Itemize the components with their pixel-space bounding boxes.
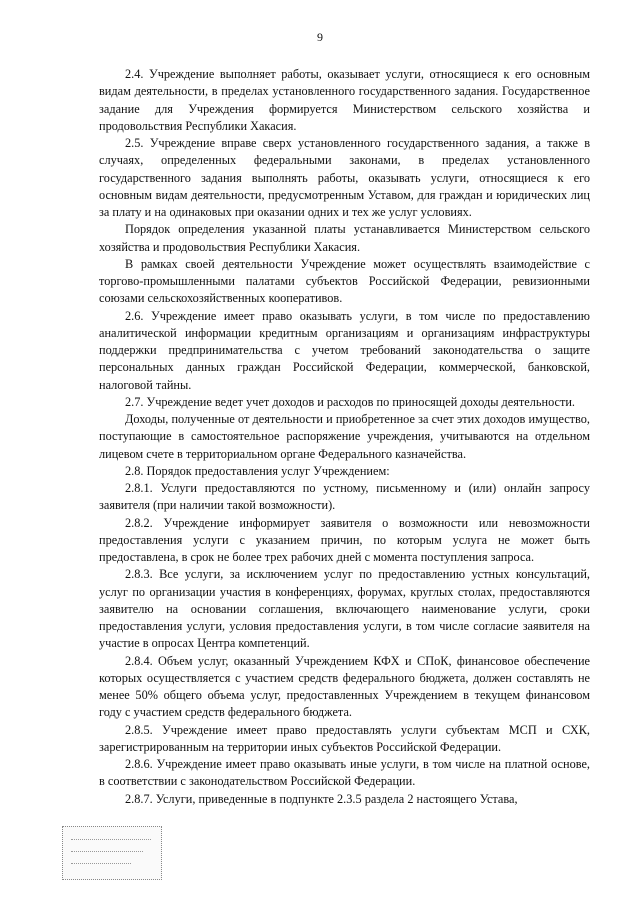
stamp-line [71, 839, 151, 841]
paragraph-2-8-6: 2.8.6. Учреждение имеет право оказывать иные услуги, в том числе на платной основе, в соответствии с законодательством Российской Федерации. [99, 757, 590, 789]
paragraph-2-7: 2.7. Учреждение ведет учет доходов и расходов по приносящей доходы деятельности. [125, 394, 576, 409]
stamp-line [71, 851, 143, 853]
paragraph-2-8-1: 2.8.1. Услуги предоставляются по устному, письменному и (или) онлайн запросу заявителя (при наличии такой возможности). [99, 481, 590, 513]
page-number: 9 [317, 30, 323, 44]
paragraph-2-8-2: 2.8.2. Учреждение информирует заявителя о возможности или невозможности предоставления услуги с указанием причин, по которым услуга не может быть предоставлена, в срок не более трех рабочих дней с момента поступления запроса. [99, 515, 590, 564]
paragraph-2-4: 2.4. Учреждение выполняет работы, оказывает услуги, относящиеся к его основным видам деятельности, в пределах установленного государственного задания. Государственное задание для Учреждения формируется Министерством сельского хозяйства и продовольствия Республики Хакасия. [99, 67, 590, 133]
paragraph-2-8-5: 2.8.5. Учреждение имеет право предоставлять услуги субъектам МСП и СХК, зарегистрированным на территории иных субъектов Российской Федерации. [99, 722, 590, 754]
registration-stamp [62, 826, 162, 880]
paragraph-interaction: В рамках своей деятельности Учреждение может осуществлять взаимодействие с торгово-промышленными палатами субъектов Российской Федерации, ревизионными союзами сельскохозяйственных кооперативов. [99, 256, 590, 306]
stamp-line [71, 863, 131, 865]
document-body [99, 66, 590, 808]
paragraph-2-6: 2.6. Учреждение имеет право оказывать услуги, в том числе по предоставлению аналитической информации кредитным организациям и организациям инфраструктуры поддержки предпринимательства с учетом требований законодательства о защите персональных данных граждан Российской Федерации, коммерческой, банковской, налоговой тайны. [99, 308, 590, 392]
paragraph-2-8-4: 2.8.4. Объем услуг, оказанный Учреждением КФХ и СПоК, финансовое обеспечение которых осуществляется с участием средств федерального бюджета, должен составлять не менее 50% общего объема услуг, предоставленных Учреждением в текущем финансовом году с участием средств федерального бюджета. [99, 653, 590, 720]
paragraph-2-5: 2.5. Учреждение вправе сверх установленного государственного задания, а также в случаях, определенных федеральными законами, в пределах установленного государственного задания выполнять работы, оказывать услуги, относящиеся к его основным видам деятельности, предусмотренным Уставом, для граждан и юридических лиц за плату и на одинаковых при оказании одних и тех же услуг условиях. [99, 136, 590, 219]
paragraph-2-8-7: 2.8.7. Услуги, приведенные в подпункте 2.3.5 раздела 2 настоящего Устава, [125, 791, 518, 806]
paragraph-fee-procedure: Порядок определения указанной платы устанавливается Министерством сельского хозяйства и продовольствия Республики Хакасия. [99, 222, 590, 254]
paragraph-2-8-3: 2.8.3. Все услуги, за исключением услуг по предоставлению устных консультаций, услуг по организации участия в конференциях, форумах, круглых столах, предоставляются заявителю на основании соглашения, включающего наименование услуги, сроки предоставления услуги, условия предоставления услуги, в том числе согласие заявителя на участие в опросах Центра компетенций. [99, 567, 590, 651]
paragraph-income: Доходы, полученные от деятельности и приобретенное за счет этих доходов имущество, поступающие в самостоятельное распоряжение учреждения, учитываются на отдельном лицевом счете в территориальном органе Федерального казначейства. [99, 412, 590, 461]
paragraph-2-8: 2.8. Порядок предоставления услуг Учреждением: [125, 463, 390, 478]
